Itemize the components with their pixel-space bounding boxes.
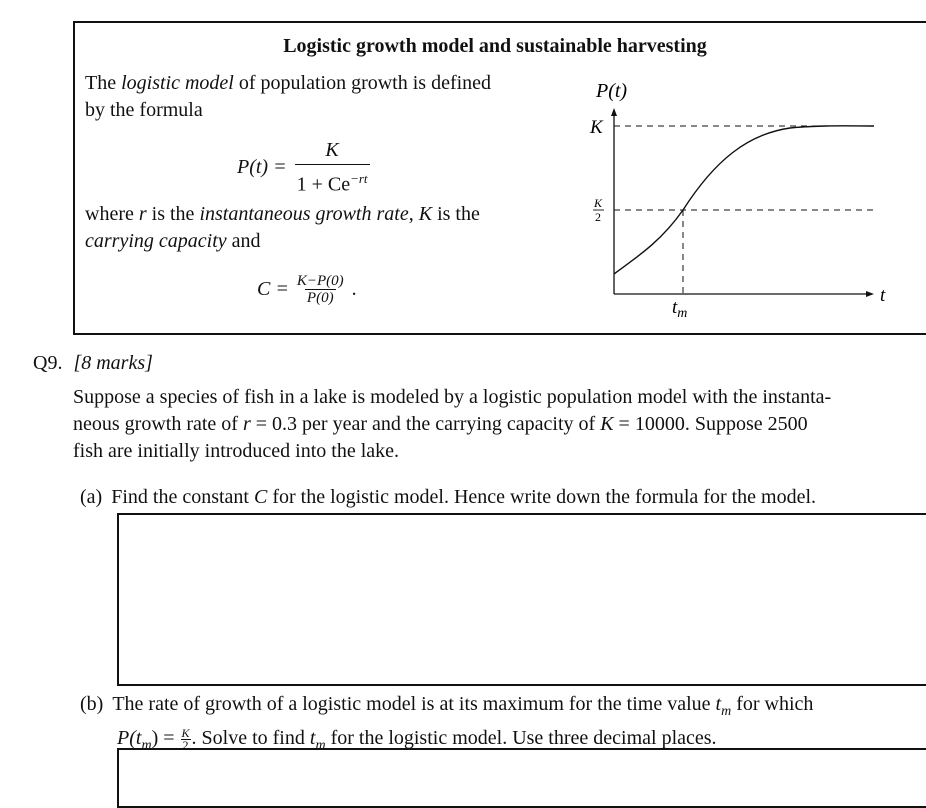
y-axis-label: P(t)	[596, 80, 628, 102]
where-paragraph: where r is the instantaneous growth rate, K is the carrying capacity and	[85, 203, 480, 252]
y-tick-half-den: 2	[595, 210, 601, 224]
y-axis-arrow	[611, 108, 617, 116]
half-k-fraction: $\frac{K}{2}$	[181, 725, 190, 752]
x-tick-tm: $t_m$	[672, 297, 688, 321]
formula-lhs: P(t) =	[237, 156, 287, 179]
logistic-curve	[614, 126, 874, 274]
part-a-prompt: (a) Find the constant C for the logistic model. Hence write down the formula for the model.	[80, 486, 817, 508]
question-header	[33, 350, 153, 377]
y-tick-k: K	[590, 117, 603, 138]
formula-exponent: −rt	[350, 171, 368, 186]
x-axis-label: t	[880, 285, 886, 306]
logistic-graph	[0, 0, 926, 340]
x-axis-arrow	[866, 291, 874, 297]
question-number: Q9.	[33, 352, 63, 374]
part-b-label: (b)	[80, 693, 104, 715]
part-a-label: (a)	[80, 486, 103, 508]
part-b-answer-box[interactable]	[117, 748, 926, 808]
box-title: Logistic growth model and sustainable harvesting	[283, 35, 707, 57]
intro-paragraph: The logistic model of population growth is defined by the formula	[85, 72, 492, 121]
part-a-answer-box[interactable]	[117, 513, 926, 686]
question-body: Suppose a species of fish in a lake is modeled by a logistic population model with the instanta- neous growth rate of r = 0.3 per year and the carrying capacity of K = 10000. Suppose 2500 fish are initially introduced into the lake.	[73, 386, 832, 462]
c-formula-numerator: K−P(0)	[296, 273, 344, 289]
formula-denominator: $1 + Ce^{-rt}$	[295, 164, 370, 199]
c-formula-denominator: P(0)	[306, 290, 334, 306]
y-tick-half-num: K	[594, 196, 603, 210]
formula-numerator: K	[325, 139, 339, 161]
carrying-capacity-term: carrying capacity	[85, 230, 227, 252]
question-marks: [8 marks]	[73, 352, 153, 374]
part-b-prompt: (b) The rate of growth of a logistic model is at its maximum for the time value $t_m$ for which $P(t_m)$ = $\frac{K}{2}$ . Solve to find $t_m$ for the logistic model. Use three decimal places.	[80, 693, 814, 753]
logistic-model-term: logistic model	[121, 72, 234, 94]
c-formula-lhs: C =	[257, 278, 289, 300]
growth-rate-term: instantaneous growth rate	[199, 203, 409, 225]
c-formula: C = $\frac{K-P(0)}{P(0)}$ .	[257, 273, 357, 306]
